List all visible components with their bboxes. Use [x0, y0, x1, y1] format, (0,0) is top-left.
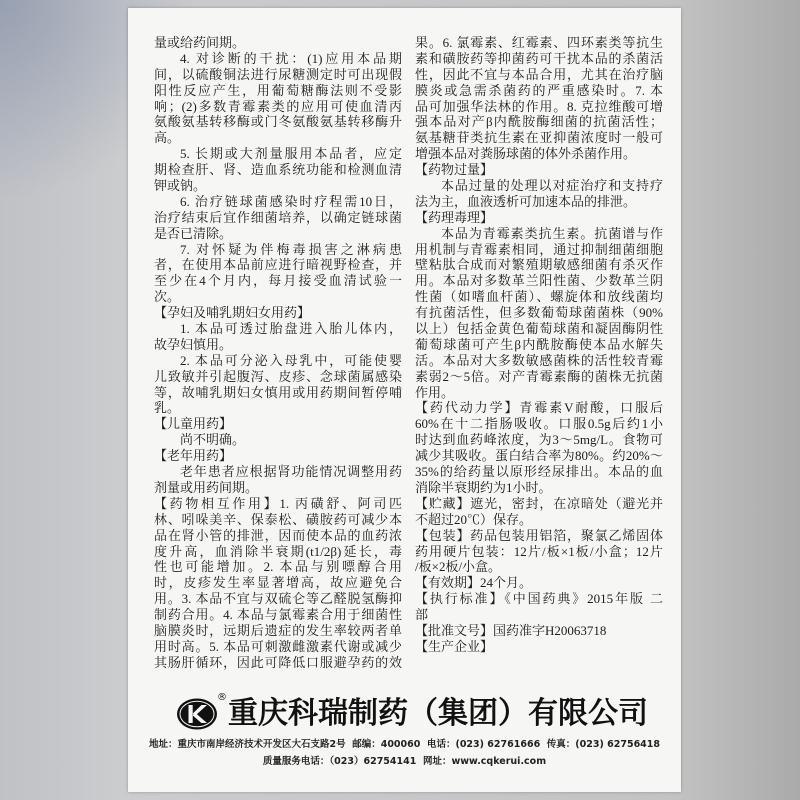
text-line: 活。本品对大多数敏感菌株的活性较青霉	[415, 352, 663, 368]
address-line: 地址：重庆市南岸经济技术开发区大石支路2号 邮编：400060 电话：(023) 62761666 传真：(023) 62756418	[148, 739, 661, 750]
section-paragraph	[415, 639, 663, 655]
text-line: 果。6. 氯霉素、红霉素、四环素类等抗生	[415, 35, 663, 50]
text-line: 性也可能增加。2. 本品与别嘌醇合用	[154, 559, 402, 575]
paragraph	[154, 194, 402, 242]
text-line: 4. 对诊断的干扰：(1)应用本品期	[180, 50, 402, 66]
text-line: 用。本品对多数革兰阳性菌、少数革兰阴	[415, 273, 663, 289]
text-line: 【包装】药品包装用铝箔，聚氯乙烯固体	[415, 527, 663, 543]
section-paragraph	[154, 496, 402, 671]
text-line: 【药物过量】	[415, 162, 494, 178]
text-line: 林、吲哚美辛、保泰松、磺胺药可减少本	[154, 511, 402, 527]
text-line: 剂量或用药间期。	[154, 479, 259, 495]
text-line: 至少在4个月内，每月接受血清试验一	[154, 273, 402, 289]
paragraph	[154, 321, 402, 353]
paragraph	[415, 226, 663, 401]
text-line: 【药理毒理】	[415, 209, 494, 225]
text-line: 葡萄球菌可产生β内酰胺酶使本品水解失	[415, 336, 663, 352]
text-line: 壁粘肽合成而对繁殖期敏感细菌有杀灭作	[415, 257, 663, 273]
paragraph	[415, 178, 663, 210]
text-line: 量或给药间期。	[154, 35, 246, 50]
paragraph	[154, 353, 402, 417]
text-line: 2. 本品可分泌入母乳中，可能使婴	[180, 352, 402, 368]
text-line: /板×2板/小盒。	[415, 559, 502, 575]
text-line: 【批准文号】国药准字H20063718	[415, 622, 607, 638]
continued-paragraph	[154, 35, 402, 51]
text-line: 等，故哺乳期妇女慎用或用药期间暂停哺	[154, 384, 402, 400]
text-line: 故孕妇慎用。	[154, 336, 233, 352]
paragraph	[154, 242, 402, 306]
text-line: 35%的给药量以原形经尿排出。本品的血	[415, 464, 663, 480]
text-line: 度升高，血消除半衰期(t1/2β)延长，毒	[154, 543, 402, 559]
text-line: 其肠肝循环，因此可降低口服避孕药的效	[154, 654, 402, 670]
text-line: 响；(2)多数青霉素类的应用可使血清丙	[154, 98, 402, 114]
registered-mark: ®	[217, 692, 227, 703]
text-line: 5. 长期或大剂量服用本品者，应定	[180, 146, 402, 162]
text-line: 乳。	[154, 400, 181, 416]
text-line: 用时高。5. 本品可刺激雌激素代谢或减少	[154, 638, 402, 654]
section-paragraph	[154, 448, 402, 464]
text-line: 性，因此不宜与本品合用，尤其在治疗脑	[415, 66, 663, 82]
text-line: 7. 对怀疑为伴梅毒损害之淋病患	[180, 241, 402, 257]
text-line: 1. 本品可透过胎盘进入胎儿体内，	[180, 321, 402, 337]
text-line: 消除半衰期约为1小时。	[415, 479, 552, 495]
text-line: 【生产企业】	[415, 638, 494, 654]
section-paragraph	[415, 528, 663, 576]
text-line: 儿致敏并引起腹泻、皮疹、念球菌属感染	[154, 368, 402, 384]
paragraph	[154, 432, 402, 448]
text-line: 减少其吸收。蛋白结合率为80%。约20%～	[415, 448, 663, 464]
text-line: 素和磺胺药等抑菌药可干扰本品的杀菌活	[415, 50, 663, 66]
section-paragraph	[415, 623, 663, 639]
text-line: 【药代动力学】青霉素V耐酸，口服后	[415, 400, 663, 416]
text-line: 老年患者应根据肾功能情况调整用药	[180, 464, 402, 480]
text-line: 法为主，血液透析可加速本品的排泄。	[415, 193, 637, 209]
text-line: 60%在十二指肠吸收。口服0.5g后约1小	[415, 416, 663, 432]
text-line: 品在肾小管的排泄，因而使本品的血药浓	[154, 527, 402, 543]
text-line: 有抗菌活性，但多数葡萄球菌菌株（90%	[415, 305, 663, 321]
text-line: 【孕妇及哺乳期妇女用药】	[154, 305, 311, 321]
text-line: 作用。	[415, 384, 455, 400]
service-contact-line: 质量服务电话：（023）62754141 网址：www.cqkerui.com	[262, 756, 547, 767]
text-line: 【儿童用药】	[154, 416, 233, 432]
text-line: 药用硬片包装：12片/板×1板/小盒；12片	[415, 543, 663, 559]
text-line: 膜炎或急需杀菌药的严重感染时。7. 本	[415, 82, 663, 98]
text-line: 用机制与青霉素相同，通过抑制细菌细胞	[415, 241, 663, 257]
text-line: 用。3. 本品不宜与双硫仑等乙醛脱氢酶抑	[154, 591, 402, 607]
text-line: 次。	[154, 289, 181, 305]
text-line: 【贮藏】遮光，密封，在凉暗处（避光并	[415, 495, 663, 511]
text-line: 【药物相互作用】1. 丙磺舒、阿司匹	[154, 495, 402, 511]
text-line: 时达到血药峰浓度，为3～5mg/L。食物可	[415, 432, 663, 448]
text-line: 钾或钠。	[154, 178, 207, 194]
text-line: 尚不明确。	[180, 432, 246, 448]
text-line: 高。	[154, 130, 181, 146]
text-line: 制药合用。4. 本品与氯霉素合用于细菌性	[154, 607, 402, 623]
section-paragraph	[415, 575, 663, 591]
company-name: 重庆科瑞制药（集团）有限公司	[228, 696, 648, 731]
section-paragraph	[415, 496, 663, 528]
text-line: 6. 治疗链球菌感染时疗程需10日，	[180, 193, 402, 209]
text-line: 强本品对产β内酰胺酶细菌的抗菌活性；	[415, 114, 663, 130]
section-paragraph	[154, 305, 402, 321]
right-text-column	[415, 35, 663, 655]
text-line: 素弱2～5倍。对产青霉素酶的菌株无抗菌	[415, 368, 663, 384]
text-line: 期检查肝、肾、造血系统功能和检测血清	[154, 162, 402, 178]
text-line: 间，以硫酸铜法进行尿糖测定时可出现假	[154, 66, 402, 82]
continued-paragraph	[415, 35, 663, 162]
text-line: 氨酸氨基转移酶或门冬氨酸氨基转移酶升	[154, 114, 402, 130]
section-paragraph	[415, 591, 663, 623]
text-line: 治疗结束后宜作细菌培养，以确定链球菌	[154, 209, 402, 225]
section-paragraph	[415, 400, 663, 495]
text-line: 氨基糖苷类抗生素在亚抑菌浓度时一般可	[415, 130, 663, 146]
text-line: 【有效期】24个月。	[415, 575, 533, 591]
paragraph	[154, 464, 402, 496]
text-line: 不超过20℃）保存。	[415, 511, 533, 527]
section-paragraph	[154, 416, 402, 432]
text-line: 性菌（如嗜血杆菌）、螺旋体和放线菌均	[415, 289, 663, 305]
text-line: 【执行标准】《中国药典》2015年版 二	[415, 591, 663, 607]
text-line: 是否已清除。	[154, 225, 233, 241]
text-line: 部	[415, 607, 429, 623]
text-line: 脑膜炎时，远期后遗症的发生率较两者单	[154, 622, 402, 638]
text-line: 增强本品对粪肠球菌的体外杀菌作用。	[415, 146, 637, 162]
text-line: 阳性反应产生，用葡萄糖酶法则不受影	[154, 82, 402, 98]
paragraph	[154, 146, 402, 194]
left-text-column	[154, 35, 402, 671]
section-paragraph	[415, 210, 663, 226]
text-line: 者，在使用本品前应进行暗视野检查，并	[154, 257, 402, 273]
section-paragraph	[415, 162, 663, 178]
company-logo-icon	[176, 697, 218, 731]
text-line: 以上）包括金黄色葡萄球菌和凝固酶阴性	[415, 321, 663, 337]
text-line: 品可加强华法林的作用。8. 克拉维酸可增	[415, 98, 663, 114]
text-line: 本品过量的处理以对症治疗和支持疗	[441, 178, 663, 194]
paragraph	[154, 51, 402, 146]
text-line: 时，皮疹发生率显著增高，故应避免合	[154, 575, 402, 591]
text-line: 【老年用药】	[154, 448, 233, 464]
text-line: 本品为青霉素类抗生素。抗菌谱与作	[441, 225, 663, 241]
